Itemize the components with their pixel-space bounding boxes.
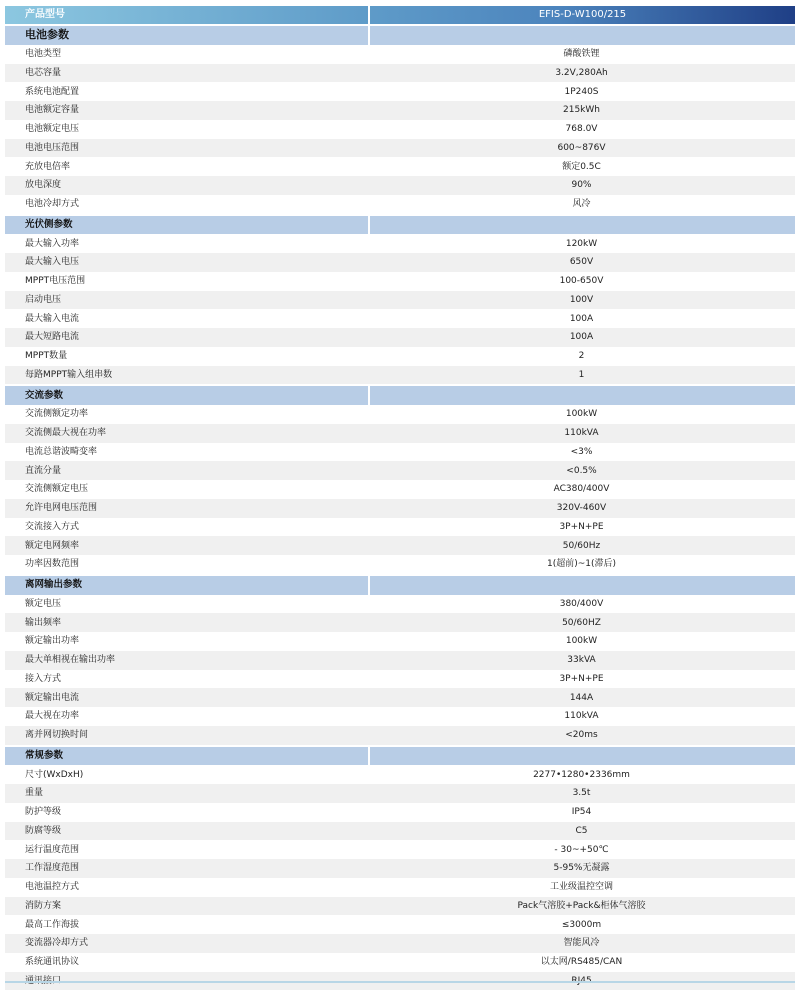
param-value: 50/60HZ — [368, 614, 795, 632]
param-name: 电池额定电压 — [5, 120, 368, 138]
param-name: 工作湿度范围 — [5, 859, 368, 877]
table-row — [5, 195, 795, 214]
table-row — [5, 120, 795, 139]
table-row — [5, 424, 795, 443]
param-value: <3% — [368, 443, 795, 461]
table-row — [5, 328, 795, 347]
section-title: 离网输出参数 — [5, 576, 368, 594]
table-row — [5, 934, 795, 953]
param-value: AC380/400V — [368, 480, 795, 498]
param-name: 最大输入功率 — [5, 235, 368, 253]
table-row — [5, 64, 795, 83]
param-value: 100A — [368, 310, 795, 328]
param-name: 最大单相视在输出功率 — [5, 651, 368, 669]
param-name: 电流总谐波畸变率 — [5, 443, 368, 461]
param-value: 120kW — [368, 235, 795, 253]
param-value: 1P240S — [368, 83, 795, 101]
section-header — [5, 576, 795, 595]
param-value: 100-650V — [368, 272, 795, 290]
param-value: 90% — [368, 176, 795, 194]
param-value: 1 — [368, 366, 795, 384]
param-name: 直流分量 — [5, 462, 368, 480]
param-value: 100kW — [368, 405, 795, 423]
param-name: 最大视在功率 — [5, 707, 368, 725]
table-row — [5, 499, 795, 518]
param-name: MPPT数量 — [5, 347, 368, 365]
param-name: 电池类型 — [5, 45, 368, 63]
table-row — [5, 859, 795, 878]
param-name: 接入方式 — [5, 670, 368, 688]
param-name: 最高工作海拔 — [5, 916, 368, 934]
section-title: 常规参数 — [5, 747, 368, 765]
table-row — [5, 101, 795, 120]
param-name: 额定输出电流 — [5, 689, 368, 707]
table-row — [5, 707, 795, 726]
table-row — [5, 272, 795, 291]
table-row — [5, 688, 795, 707]
param-name: 电池电压范围 — [5, 139, 368, 157]
table-row — [5, 765, 795, 784]
section-header — [5, 216, 795, 235]
param-value: 额定0.5C — [368, 158, 795, 176]
param-value: 2277•1280•2336mm — [368, 766, 795, 784]
param-name: 交流侧额定功率 — [5, 405, 368, 423]
param-value: 144A — [368, 689, 795, 707]
table-row — [5, 840, 795, 859]
param-name: 交流接入方式 — [5, 518, 368, 536]
section-title: 光伏侧参数 — [5, 216, 368, 234]
table-row — [5, 45, 795, 64]
param-name: 额定电压 — [5, 595, 368, 613]
param-name: 防护等级 — [5, 803, 368, 821]
section-header — [5, 747, 795, 766]
param-name: 消防方案 — [5, 897, 368, 915]
param-value: 380/400V — [368, 595, 795, 613]
param-name: 功率因数范围 — [5, 555, 368, 573]
param-value: 1(超前)~1(滞后) — [368, 555, 795, 573]
param-name: 尺寸(WxDxH) — [5, 766, 368, 784]
table-row — [5, 915, 795, 934]
param-name: 放电深度 — [5, 176, 368, 194]
table-row — [5, 726, 795, 745]
param-name: 电池额定容量 — [5, 101, 368, 119]
param-value: 215kWh — [368, 101, 795, 119]
table-row — [5, 651, 795, 670]
param-name: 防腐等级 — [5, 822, 368, 840]
table-row — [5, 555, 795, 574]
param-value: 768.0V — [368, 120, 795, 138]
param-value: 100V — [368, 291, 795, 309]
table-row — [5, 309, 795, 328]
table-header-row — [5, 6, 795, 24]
table-row — [5, 878, 795, 897]
param-name: 系统电池配置 — [5, 83, 368, 101]
param-value: ≤3000m — [368, 916, 795, 934]
table-row — [5, 139, 795, 158]
table-row — [5, 536, 795, 555]
section-title: 电池参数 — [5, 26, 368, 44]
param-value: 100kW — [368, 632, 795, 650]
param-value: 33kVA — [368, 651, 795, 669]
table-bottom-border — [5, 981, 795, 983]
param-name: 额定电网频率 — [5, 537, 368, 555]
table-row — [5, 803, 795, 822]
table-row — [5, 480, 795, 499]
table-row — [5, 234, 795, 253]
table-row — [5, 953, 795, 972]
param-value: <0.5% — [368, 462, 795, 480]
section-value-cell — [368, 216, 795, 235]
param-name: 启动电压 — [5, 291, 368, 309]
table-row — [5, 595, 795, 614]
param-value: - 30~+50℃ — [368, 841, 795, 859]
section-title: 交流参数 — [5, 387, 368, 405]
param-name: 最大输入电流 — [5, 310, 368, 328]
table-row — [5, 366, 795, 385]
table-row — [5, 822, 795, 841]
param-value: <20ms — [368, 726, 795, 744]
table-row — [5, 291, 795, 310]
param-value: 风冷 — [368, 195, 795, 213]
table-row — [5, 897, 795, 916]
section-value-cell — [368, 747, 795, 766]
param-value: 320V-460V — [368, 499, 795, 517]
param-value: 600~876V — [368, 139, 795, 157]
param-name: 每路MPPT输入组串数 — [5, 366, 368, 384]
table-row — [5, 405, 795, 424]
param-value: 智能风冷 — [368, 934, 795, 952]
param-value: 650V — [368, 253, 795, 271]
param-value: 工业级温控空调 — [368, 878, 795, 896]
param-value: 以太网/RS485/CAN — [368, 953, 795, 971]
param-name: 运行温度范围 — [5, 841, 368, 859]
param-value: 磷酸铁锂 — [368, 45, 795, 63]
param-value: 110kVA — [368, 707, 795, 725]
param-name: 系统通讯协议 — [5, 953, 368, 971]
product-model-value: EFIS-D-W100/215 — [368, 6, 795, 24]
param-name: 交流侧最大视在功率 — [5, 424, 368, 442]
section-value-cell — [368, 26, 795, 45]
table-row — [5, 253, 795, 272]
param-value: 50/60Hz — [368, 537, 795, 555]
param-value: 3P+N+PE — [368, 670, 795, 688]
param-name: 电池温控方式 — [5, 878, 368, 896]
param-name: 最大输入电压 — [5, 253, 368, 271]
param-value: Pack气溶胶+Pack&柜体气溶胶 — [368, 897, 795, 915]
param-name: 额定输出功率 — [5, 632, 368, 650]
param-name: 重量 — [5, 784, 368, 802]
param-value: 3P+N+PE — [368, 518, 795, 536]
table-row — [5, 784, 795, 803]
param-value: C5 — [368, 822, 795, 840]
param-name: 变流器冷却方式 — [5, 934, 368, 952]
param-name: 最大短路电流 — [5, 328, 368, 346]
table-row — [5, 670, 795, 689]
section-header — [5, 386, 795, 405]
table-row — [5, 157, 795, 176]
param-name: 离并网切换时间 — [5, 726, 368, 744]
param-value: 2 — [368, 347, 795, 365]
section-value-cell — [368, 576, 795, 595]
param-name: 电芯容量 — [5, 64, 368, 82]
param-name: 充放电倍率 — [5, 158, 368, 176]
param-name: 输出频率 — [5, 614, 368, 632]
table-row — [5, 461, 795, 480]
table-row — [5, 518, 795, 537]
param-name: MPPT电压范围 — [5, 272, 368, 290]
section-value-cell — [368, 386, 795, 405]
param-name: 交流侧额定电压 — [5, 480, 368, 498]
param-value: 110kVA — [368, 424, 795, 442]
param-value: 3.2V,280Ah — [368, 64, 795, 82]
table-row — [5, 632, 795, 651]
param-name: 电池冷却方式 — [5, 195, 368, 213]
section-header — [5, 26, 795, 45]
table-row — [5, 613, 795, 632]
table-row — [5, 347, 795, 366]
param-value: 3.5t — [368, 784, 795, 802]
param-value: IP54 — [368, 803, 795, 821]
table-row — [5, 443, 795, 462]
param-name: 允许电网电压范围 — [5, 499, 368, 517]
product-model-label: 产品型号 — [5, 6, 368, 24]
spec-table — [5, 6, 795, 990]
param-value: 100A — [368, 328, 795, 346]
table-row — [5, 82, 795, 101]
param-value: 5-95%无凝露 — [368, 859, 795, 877]
table-row — [5, 176, 795, 195]
